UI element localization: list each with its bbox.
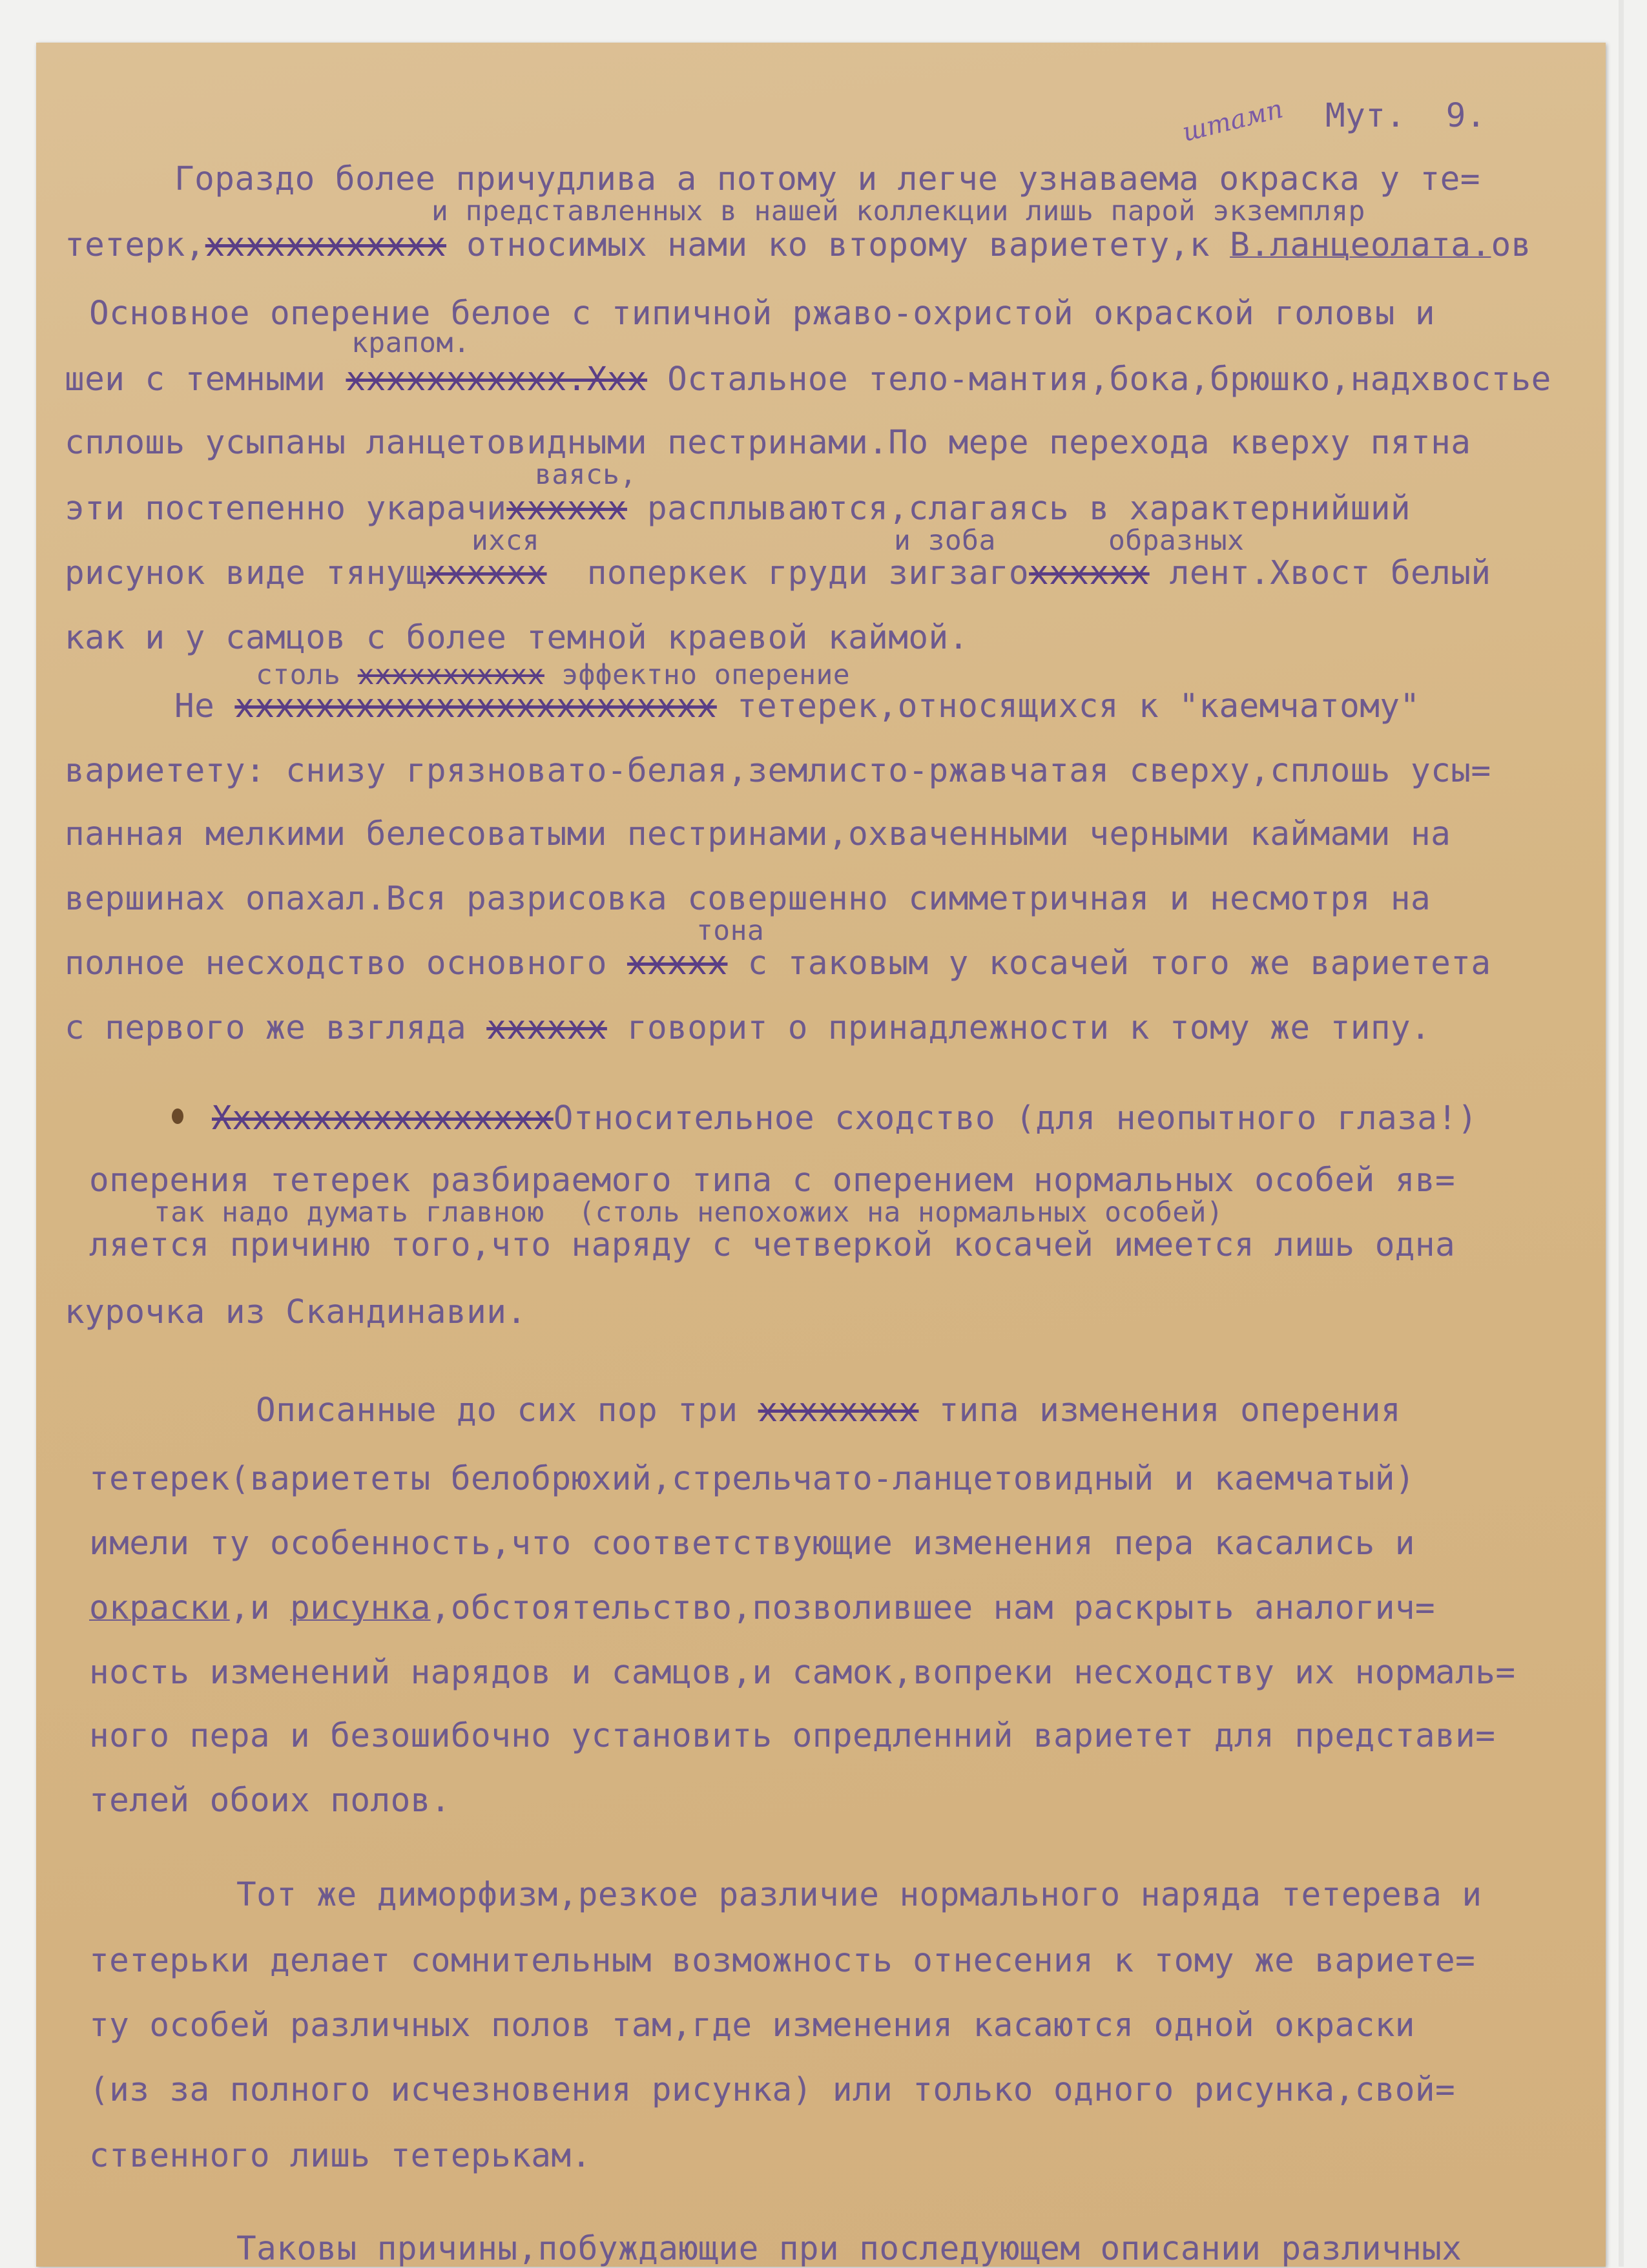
p4-text-b: Относительное сходство (для неопытного глаза!) <box>553 1099 1478 1138</box>
strikeout-text: Ххххххххххххххххх <box>212 1099 554 1138</box>
p7-line-1: Таковы причины,побуждающие при последующем описании различных <box>236 2230 1462 2268</box>
p5-line-3: имели ту особенность,что соответствующие изменения пера касались и <box>89 1524 1415 1563</box>
p5-line-2: тетерек(вариететы белобрюхий,стрельчато-ланцетовидный и каемчатый) <box>89 1460 1415 1498</box>
p2-insertion-3a: ихся <box>471 525 540 557</box>
p3-insertion <box>256 661 850 689</box>
strikeout-text: хххххх <box>426 554 547 592</box>
p5-text-a: Описанные до сих пор три <box>256 1391 758 1430</box>
strikeout-text: хххххх <box>1029 554 1150 592</box>
p2-line-8 <box>65 554 1491 592</box>
p1-line-3 <box>65 226 1531 264</box>
p2-text-a: рисунок виде тянущ <box>65 554 426 592</box>
p2-text-c: лент.Хвост белый <box>1149 554 1491 592</box>
p4-insertion: так надо думать главною (столь непохожих на нормальных особей) <box>154 1196 1224 1229</box>
underlined-term: рисунка <box>290 1589 431 1627</box>
p3-text-b: с таковым у косачей того же вариетета <box>727 944 1491 983</box>
strikeout-text: хххххх <box>506 490 627 528</box>
typewritten-page <box>36 43 1606 2267</box>
p3-insertion-2: тона <box>696 915 765 947</box>
p6-line-5: ственного лишь тетерькам. <box>89 2137 592 2175</box>
p3-text-b: говорит о принадлежности к тому же типу. <box>606 1009 1431 1047</box>
p5-line-5: ность изменений нарядов и самцов,и самок,вопреки несходству их нормаль= <box>89 1654 1516 1692</box>
p5-text-b: ,обстоятельство,позволившее нам раскрыть аналогич= <box>430 1589 1436 1627</box>
p2-insertion-2: ваясь, <box>535 459 637 491</box>
p2-insertion-3c: образных <box>1108 525 1245 557</box>
p3-line-2 <box>174 687 1420 725</box>
p2-text-a: эти постепенно укарачи <box>65 490 507 528</box>
scan-edge-strip <box>1619 0 1624 2267</box>
p2-text-b: поперкек груди зигзаго <box>546 554 1030 592</box>
p2-insertion: крапом. <box>351 327 471 359</box>
p2-text-b: расплываются,слагаясь в характернийший <box>627 490 1411 528</box>
p1-text-b: относимых нами ко второму вариетету,к <box>446 226 1230 264</box>
p5-line-7: телей обоих полов. <box>89 1782 451 1820</box>
strikeout-text: ххххххххххх <box>357 659 544 691</box>
p2-line-9: как и у самцов с более темной краевой каймой. <box>65 619 969 657</box>
p3-ins-b: эффектно оперение <box>544 659 851 691</box>
p3-line-5: вершинах опахал.Вся разрисовка совершенно симметричная и несмотря на <box>65 880 1431 918</box>
p5-text-a: ,и <box>229 1589 291 1627</box>
p3-text-a: полное несходство основного <box>65 944 627 983</box>
p2-line-6 <box>65 490 1411 528</box>
p2-line-4: сплошь усыпаны ланцетовидными пестринами.По мере перехода кверху пятна <box>65 424 1471 462</box>
p2-text-a: шеи с темными <box>65 360 346 399</box>
p2-text-b: Остальное тело-мантия,бока,брюшко,надхвостье <box>647 360 1551 399</box>
underlined-term: окраски <box>89 1589 230 1627</box>
p6-line-2: тетерьки делает сомнительным возможность отнесения к тому же вариете= <box>89 1942 1476 1980</box>
underlined-term: В.ланцеолата. <box>1230 226 1491 264</box>
p5-text-b: типа изменения оперения <box>918 1391 1401 1430</box>
strikeout-text: хххххххххххх <box>205 226 446 264</box>
p4-line-1 <box>212 1099 1478 1138</box>
p5-line-4 <box>89 1589 1436 1627</box>
p3-text-a: Не <box>174 687 235 725</box>
strikeout-text: хххххх <box>486 1009 607 1047</box>
p3-line-8 <box>65 1009 1431 1047</box>
p6-line-3: ту особей различных полов там,где изменения касаются одной окраски <box>89 2006 1415 2044</box>
p5-line-6: ного пера и безошибочно установить опредленний вариетет для представи= <box>89 1717 1496 1755</box>
p4-line-5: курочка из Скандинавии. <box>65 1293 527 1331</box>
ink-blot <box>172 1108 183 1124</box>
p1-text-a: тетерк, <box>65 226 205 264</box>
p3-text-a: с первого же взгляда <box>65 1009 487 1047</box>
p2-line-1: Основное оперение белое с типичной ржаво-охристой окраской головы и <box>89 295 1436 333</box>
handwritten-margin-note: штамп <box>1179 94 1287 148</box>
p1-line-1: Гораздо более причудлива а потому и легче узнаваема окраска у те= <box>174 160 1480 198</box>
p3-line-7 <box>65 944 1491 983</box>
p3-line-3: вариетету: снизу грязновато-белая,землисто-ржавчатая сверху,сплошь усы= <box>65 752 1491 790</box>
p3-ins-a: столь <box>256 659 358 691</box>
p4-line-2: оперения тетерек разбираемого типа с оперением нормальных особей яв= <box>89 1161 1456 1200</box>
p6-line-1: Тот же диморфизм,резкое различие нормального наряда тетерева и <box>236 1876 1482 1914</box>
p1-text-c: ов <box>1491 226 1531 264</box>
p3-line-4: панная мелкими белесоватыми пестринами,охваченными черными каймами на <box>65 815 1451 853</box>
page-number-label: Мут. 9. <box>1325 97 1486 135</box>
p6-line-4: (из за полного исчезновения рисунка) или только одного рисунка,свой= <box>89 2071 1456 2109</box>
p5-line-1 <box>256 1391 1401 1430</box>
p4-line-4: ляется причиню того,что наряду с четверкой косачей имеется лишь одна <box>89 1226 1456 1264</box>
p3-text-b: тетерек,относящихся к "каемчатому" <box>716 687 1420 725</box>
strikeout-text: ххххххххххх.Ххх <box>346 360 648 399</box>
p2-line-3 <box>65 360 1551 399</box>
p2-insertion-3b: и зоба <box>894 525 996 557</box>
strikeout-text: хххххххххххххххххххххххх <box>234 687 717 725</box>
strikeout-text: хххххххх <box>758 1391 919 1430</box>
strikeout-text: ххххх <box>627 944 728 983</box>
p1-insertion: и представленных в нашей коллекции лишь парой экземпляр <box>431 195 1365 227</box>
